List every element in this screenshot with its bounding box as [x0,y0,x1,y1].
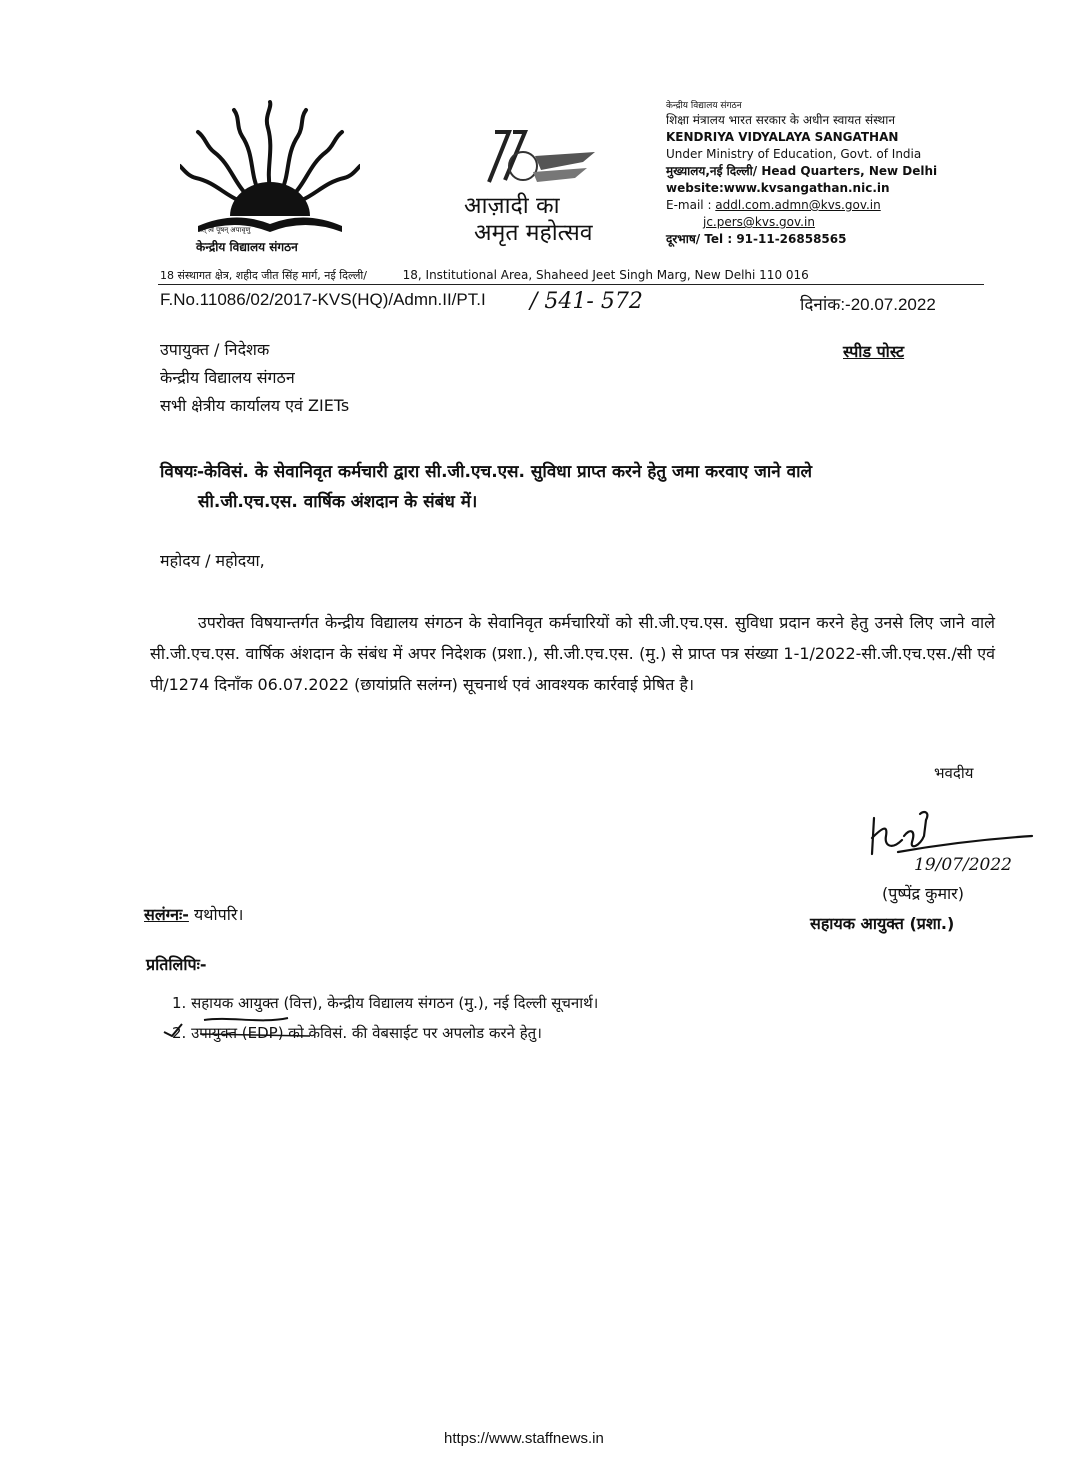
letter-date: दिनांक:-20.07.2022 [800,295,936,314]
kvs-logo-name: केन्द्रीय विद्यालय संगठन [196,240,298,254]
email-link-2[interactable]: jc.pers@kvs.gov.in [703,215,815,229]
closing: भवदीय [934,764,974,782]
org-ministry-hindi: शिक्षा मंत्रालय भारत सरकार के अधीन स्वायत संस्थान [666,113,895,127]
copy-to-item: 2. उपायुक्त (EDP) को केविसं. की वेबसाईट पर अपलोड करने हेतु। [172,1024,542,1042]
azadi-text-line1: आज़ादी का [464,193,560,219]
addressee-line-3: सभी क्षेत्रीय कार्यालय एवं ZIETs [160,396,350,415]
org-ministry-english: Under Ministry of Education, Govt. of India [666,147,922,161]
enclosure [144,903,244,925]
footer-url[interactable]: https://www.staffnews.in [444,1430,604,1447]
addressee-line-1: उपायुक्त / निदेशक [160,340,270,359]
org-email-line-2 [666,214,996,231]
body-text: उपरोक्त विषयान्तर्गत केन्द्रीय विद्यालय संगठन के सेवानिवृत कर्मचारियों को सी.जी.एच.एस. सुविधा प्रदान करने हेतु उनसे लिए जाने वाले सी.जी.एच.एस. वार्षिक अंशदान के संबंध में अपर निदेशक (प्रशा.), सी.जी.एच.एस. (मु.) से प्राप्त पत्र संख्या 1-1/2022-सी.जी.एच.एस./सी एवं पी/1274 दिनाँक 06.07.2022 (छायांप्रति सलंग्न) सूचनार्थ एवं आवश्यक कार्रवाई प्रेषित है। [150,613,995,694]
speed-post-label: स्पीड पोस्ट [843,342,905,361]
signatory-name: (पुष्पेंद्र कुमार) [882,884,964,903]
azadi-text-line2: अमृत महोत्सव [474,220,593,246]
file-number-handwritten: / 541- 572 [530,289,643,314]
org-email-line [666,197,996,214]
handwritten-tick-icon [160,1010,320,1040]
header-divider [158,284,984,285]
copy-to-heading: प्रतिलिपिः- [146,955,207,974]
address-english: 18, Institutional Area, Shaheed Jeet Singh Marg, New Delhi 110 016 [402,268,809,282]
subject-line-1: विषयः-केविसं. के सेवानिवृत कर्मचारी द्वारा सी.जी.एच.एस. सुविधा प्राप्त करने हेतु जमा करवाए जाने वाले [160,462,813,482]
signatory-designation: सहायक आयुक्त (प्रशा.) [810,914,955,933]
file-number: F.No.11086/02/2017-KVS(HQ)/Admn.II/PT.I [160,290,486,309]
subject-line-2: सी.जी.एच.एस. वार्षिक अंशदान के संबंध में। [198,492,478,512]
organization-details [666,100,996,248]
copy-to-item: 1. सहायक आयुक्त (वित्त), केन्द्रीय विद्यालय संगठन (मु.), नई दिल्ली सूचनार्थ। [172,994,599,1012]
signature-icon [862,806,1042,876]
enclosure-label: सलंग्नः- [144,905,189,924]
org-headquarters: मुख्यालय,नई दिल्ली/ Head Quarters, New Delhi [666,164,938,178]
addressee-line-2: केन्द्रीय विद्यालय संगठन [160,368,295,387]
signature-date: 19/07/2022 [914,855,1012,875]
org-website[interactable]: website:www.kvsangathan.nic.in [666,181,890,195]
address-line [160,268,930,283]
salutation: महोदय / महोदया, [160,551,265,570]
address-hindi: 18 संस्थागत क्षेत्र, शहीद जीत सिंह मार्ग, नई दिल्ली/ [160,269,367,282]
subject [160,457,1000,517]
enclosure-value: यथोपरि। [188,905,244,924]
body-paragraph [150,607,995,700]
email-label: E-mail : [666,198,716,212]
addressee-block [160,336,349,420]
org-name-hindi: केन्द्रीय विद्यालय संगठन [666,101,742,111]
kvs-motto: तत् त्वं पूषन् अपावृणु [198,226,251,234]
email-link-1[interactable]: addl.com.admn@kvs.gov.in [715,198,881,212]
org-name-english: KENDRIYA VIDYALAYA SANGATHAN [666,130,899,144]
org-phone: दूरभाष/ Tel : 91-11-26858565 [666,232,847,246]
